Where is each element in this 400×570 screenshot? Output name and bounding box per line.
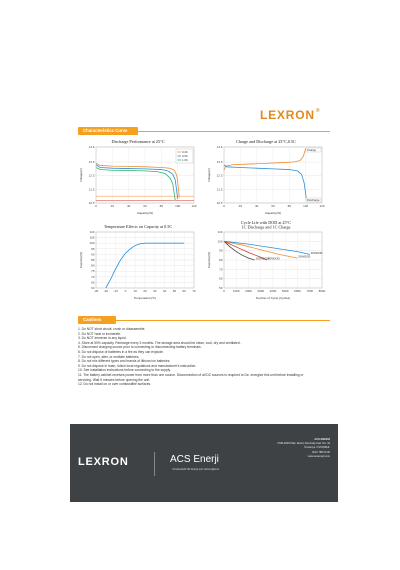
x-tick-label: 6000: [294, 289, 301, 293]
series-tag-label: Discharge: [307, 198, 320, 202]
chart-charge-discharge: [206, 137, 326, 217]
x-tick-label: -30: [93, 289, 99, 293]
x-tick-label: 50: [172, 289, 177, 293]
footer-contact: [250, 438, 330, 459]
chart-subtitle: 1C Discharge and 1C Charge: [241, 224, 291, 230]
charge-discharge-svg: [206, 137, 326, 217]
y-tick-label: 10.5: [216, 201, 223, 205]
y-tick-label: 70: [91, 274, 95, 279]
x-axis-label: Number of Cycle (Cycles): [255, 296, 291, 300]
y-tick-label: 60: [219, 276, 223, 281]
footer-divider: [154, 452, 155, 476]
caution-item: 4. Store at 50% capacity. Recharge every 3 months. The storage area should be clean, cool, dry and ventilated.: [78, 340, 241, 345]
caution-item: 7. Do not open, alter, or mutilate batteries.: [78, 354, 140, 359]
x-tick-label: 8000: [318, 289, 326, 293]
y-tick-label: 80: [219, 258, 223, 262]
caution-item: 12. Do not install on or over combustible surfaces.: [78, 382, 152, 387]
discharge-performance-svg: [78, 137, 198, 217]
legend-label: 1.0C: [182, 158, 188, 162]
legend-label: 0.5C: [182, 154, 188, 158]
caution-item: 6. Do not dispose of batteries in a fire as they can explode.: [78, 349, 164, 354]
y-tick-label: 12.5: [88, 173, 95, 178]
series-inline-label: 50%DOD: [298, 254, 311, 259]
footer-lexron-logo: LEXRON: [78, 456, 129, 468]
y-tick-label: 70: [219, 267, 223, 272]
x-tick-label: 20: [110, 204, 115, 208]
temperature-effects-svg: [78, 222, 198, 302]
x-tick-label: 70: [192, 289, 196, 293]
x-axis-label: Temperature(°C): [133, 296, 157, 300]
chart-title: Charge and Discharge at 25°C,0.5C: [236, 139, 296, 144]
y-tick-label: 50: [219, 286, 223, 290]
x-tick-label: 60: [143, 204, 147, 208]
y-tick-label: 90: [91, 252, 95, 257]
y-tick-label: 75: [91, 269, 95, 274]
legend-label: 0.2C: [182, 150, 188, 154]
caution-item: 3. Do NOT immerse in any liquid.: [78, 336, 127, 341]
y-tick-label: 80: [91, 263, 95, 268]
x-tick-label: 4000: [269, 289, 277, 293]
x-tick-label: 80: [159, 204, 164, 208]
y-axis-label: Voltage(V): [79, 167, 83, 183]
x-tick-label: 100: [175, 204, 181, 208]
x-tick-label: 100: [303, 204, 309, 208]
y-tick-label: 65: [91, 280, 95, 285]
contact-line: www.acsenerji.com: [307, 454, 330, 458]
x-tick-label: 0: [223, 204, 225, 208]
caution-item: 2. Do NOT heat or incinerate.: [78, 331, 122, 336]
x-tick-label: 80: [287, 204, 292, 208]
cycle-life-svg: [206, 218, 326, 302]
cautions-heading: Cautions: [78, 316, 116, 324]
contact-line: ACS ENERJİ: [314, 438, 330, 441]
caution-item: 5. Disconnect charging source prior to connecting or disconnecting battery terminals.: [78, 345, 202, 350]
y-tick-label: 10.5: [88, 201, 95, 205]
y-tick-label: 11.5: [88, 187, 95, 192]
cautions-list: [78, 327, 328, 387]
y-tick-label: 60: [91, 286, 95, 290]
y-tick-label: 13.5: [88, 160, 95, 165]
x-tick-label: 40: [254, 204, 259, 208]
series-inline-label: 80%DOD: [267, 256, 280, 261]
chart-temperature-effects: [78, 222, 198, 302]
chart-cycle-life: [206, 218, 326, 302]
x-tick-label: 10: [133, 289, 137, 293]
x-tick-label: 5000: [281, 289, 289, 293]
x-tick-label: 0: [223, 289, 225, 293]
y-tick-label: 14.6: [216, 145, 223, 149]
chart-discharge-performance: [78, 137, 198, 217]
contact-line: 0212 788 03 00: [311, 450, 330, 454]
y-tick-label: 100: [217, 239, 223, 244]
x-tick-label: 120: [319, 204, 325, 208]
y-tick-label: 13.5: [216, 160, 223, 165]
footer-slogan: Yenilenebilir Bir Enerji için Güvenliğimiz: [172, 468, 220, 471]
x-axis-label: Capacity(%): [264, 211, 282, 215]
x-axis-label: Capacity(%): [136, 211, 154, 215]
characteristics-heading: Characteristics Curve: [78, 127, 138, 135]
x-tick-label: 40: [126, 204, 131, 208]
caution-item: 10. See installation instructions before connecting to the supply.: [78, 368, 171, 373]
x-tick-label: 40: [162, 289, 167, 293]
x-tick-label: 20: [238, 204, 243, 208]
y-tick-label: 85: [91, 258, 95, 262]
footer-banner: [70, 424, 338, 502]
y-tick-label: 110: [217, 230, 223, 234]
contact-line: Ümraniye / İSTANBUL: [304, 446, 330, 450]
y-tick-label: 95: [91, 246, 95, 251]
x-tick-label: 7000: [306, 289, 314, 293]
series-inline-label: 30%DOD: [310, 250, 323, 255]
y-axis-label: Voltage(V): [207, 167, 211, 183]
x-tick-label: -20: [103, 289, 108, 293]
y-axis-label: Capacity(%): [207, 251, 211, 269]
series-tag-label: Charge: [307, 148, 317, 152]
contact-line: 2708-2009 Plak. Ekrem Demirtaş Cad. No: 44: [277, 442, 330, 446]
chart-title: Discharge Performance at 25°C: [111, 139, 165, 144]
y-tick-label: 110: [89, 230, 95, 234]
x-tick-label: 1000: [232, 289, 240, 293]
y-tick-label: 14.6: [88, 145, 95, 149]
x-tick-label: 60: [182, 289, 186, 293]
y-tick-label: 100: [89, 241, 95, 246]
x-tick-label: 120: [191, 204, 197, 208]
caution-item: 8. Do not mix different types and brands of lithium ion batteries.: [78, 359, 171, 364]
y-axis-label: Capacity(%): [79, 251, 83, 269]
caution-item: servicing. Wait 5 minutes before opening the unit.: [78, 377, 151, 382]
x-tick-label: 20: [143, 289, 147, 293]
x-tick-label: 0: [95, 204, 97, 208]
x-tick-label: 30: [153, 289, 157, 293]
x-tick-label: 60: [271, 204, 275, 208]
caution-item: 11. The battery cabinet receives power from more than one source. Disconnection of all DC sources is required to De- energize this unit before installing or: [78, 372, 304, 377]
y-tick-label: 12.5: [216, 173, 223, 178]
x-tick-label: 2000: [245, 289, 252, 293]
caution-item: 1. Do NOT short circuit, crush or disassemble.: [78, 327, 146, 331]
chart-title: Cycle Life with DOD at 25°C: [240, 220, 292, 225]
x-tick-label: -10: [113, 289, 118, 293]
x-tick-label: 0: [124, 289, 127, 293]
chart-title: Temperature Effects on Capacity at 0.5C: [103, 224, 173, 229]
y-tick-label: 90: [219, 248, 223, 253]
footer-acs-logo: ACS Enerji: [170, 454, 219, 465]
lexron-logo: LEXRON®: [260, 108, 321, 122]
caution-item: 9. Do not dispose in trash, follow local regulations and manufacturer's instruction.: [78, 363, 197, 368]
y-tick-label: 11.5: [216, 187, 223, 192]
y-tick-label: 105: [89, 235, 95, 240]
series-inline-label: 100%DOD: [255, 256, 269, 261]
x-tick-label: 3000: [257, 289, 265, 293]
